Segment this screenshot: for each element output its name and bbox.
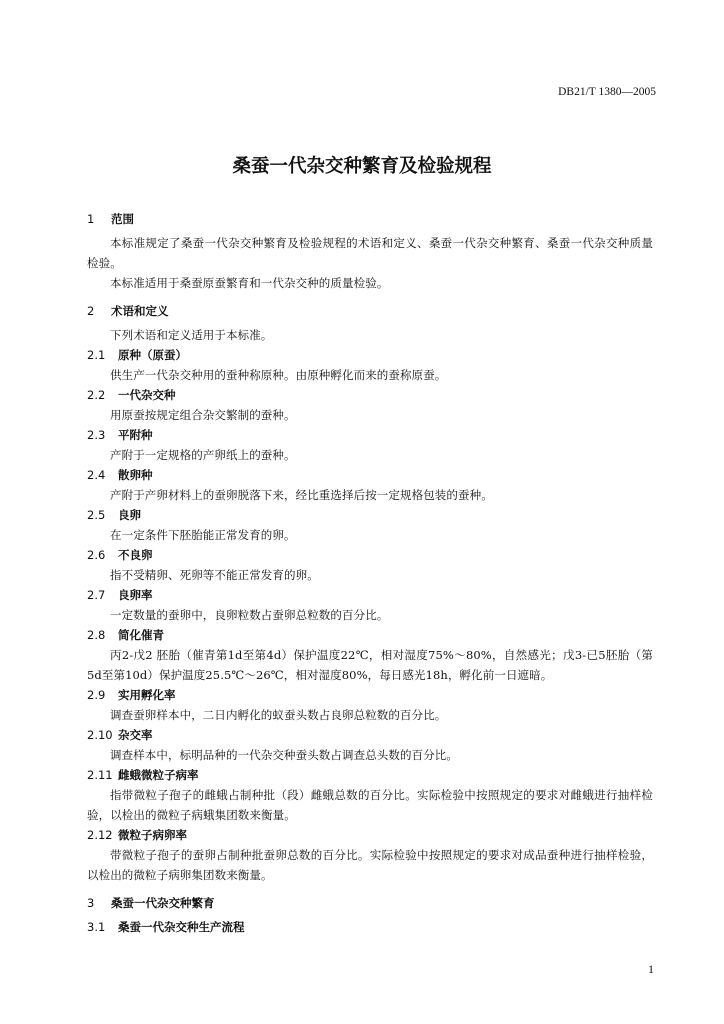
term-title: 实用孵化率 (118, 688, 176, 702)
term-number: 2.12 (87, 828, 113, 842)
section-number: 2 (87, 304, 95, 318)
term-number: 3.1 (87, 920, 106, 934)
term-title: 简化催青 (118, 628, 164, 642)
term-title: 良卵 (118, 508, 141, 522)
term-title: 桑蚕一代杂交种生产流程 (118, 920, 245, 934)
term-heading (87, 465, 653, 485)
term-number: 2.4 (87, 468, 106, 482)
document-title: 桑蚕一代杂交种繁育及检验规程 (232, 156, 492, 177)
term-heading (87, 385, 653, 405)
term-number: 2.6 (87, 548, 106, 562)
section-number: 1 (87, 212, 95, 226)
term-title: 平附种 (118, 428, 153, 442)
term-definition: 产附于产卵材料上的蚕卵脱落下来，经比重选择后按一定规格包装的蚕种。 (110, 488, 493, 502)
term-heading (87, 585, 653, 605)
term-definition: 丙2-戊2 胚胎（催青第1d至第4d）保护温度22℃，相对湿度75%～80%，自然感光；戊3-已5胚胎（第5d至第10d）保护温度25.5℃～26℃，相对湿度80%，每日感光18h，孵化前一日遮暗。 (87, 648, 653, 682)
term-definition: 在一定条件下胚胎能正常发育的卵。 (110, 528, 296, 542)
term-heading (87, 685, 653, 705)
term-title: 杂交率 (118, 728, 153, 742)
term-heading (87, 545, 653, 565)
section-heading (87, 209, 653, 229)
term-heading (87, 345, 653, 365)
standard-code: DB21/T 1380—2005 (558, 86, 656, 98)
paragraph: 本标准适用于桑蚕原蚕繁育和一代杂交种的质量检验。 (110, 276, 389, 290)
section-title: 术语和定义 (111, 304, 169, 318)
term-title: 一代杂交种 (118, 388, 176, 402)
term-number: 2.9 (87, 688, 106, 702)
section-heading (87, 301, 653, 321)
term-title: 不良卵 (118, 548, 153, 562)
term-number: 2.3 (87, 428, 106, 442)
term-title: 散卵种 (118, 468, 153, 482)
term-definition: 用原蚕按规定组合杂交繁制的蚕种。 (110, 408, 296, 422)
term-number: 2.10 (87, 728, 113, 742)
section-heading (87, 893, 653, 913)
paragraph: 本标准规定了桑蚕一代杂交种繁育及检验规程的术语和定义、桑蚕一代杂交种繁育、桑蚕一代杂交种质量检验。 (87, 236, 653, 270)
term-title: 良卵率 (118, 588, 153, 602)
page-number: 1 (648, 962, 654, 976)
term-title: 雌蛾微粒子病率 (118, 768, 199, 782)
term-definition: 一定数量的蚕卵中，良卵粒数占蚕卵总粒数的百分比。 (110, 608, 389, 622)
term-heading (87, 825, 653, 845)
section-title: 桑蚕一代杂交种繁育 (111, 896, 215, 910)
term-definition: 产附于一定规格的产卵纸上的蚕种。 (110, 448, 296, 462)
term-definition: 调查蚕卵样本中，二日内孵化的蚁蚕头数占良卵总粒数的百分比。 (110, 708, 447, 722)
term-definition: 指带微粒子孢子的雌蛾占制种批（段）雌蛾总数的百分比。实际检验中按照规定的要求对雌蛾进行抽样检验，以检出的微粒子病蛾集团数来衡量。 (87, 788, 653, 822)
term-heading (87, 505, 653, 525)
term-heading (87, 425, 653, 445)
term-number: 2.11 (87, 768, 113, 782)
term-heading (87, 725, 653, 745)
term-definition: 带微粒子孢子的蚕卵占制种批蚕卵总数的百分比。实际检验中按照规定的要求对成品蚕种进行抽样检验，以检出的微粒子病卵集团数来衡量。 (87, 848, 653, 882)
term-definition: 供生产一代杂交种用的蚕种称原种。由原种孵化而来的蚕称原蚕。 (110, 368, 447, 382)
section-number: 3 (87, 896, 95, 910)
term-definition: 指不受精卵、死卵等不能正常发育的卵。 (110, 568, 319, 582)
term-number: 2.1 (87, 348, 106, 362)
term-number: 2.8 (87, 628, 106, 642)
term-title: 微粒子病卵率 (118, 828, 187, 842)
paragraph: 下列术语和定义适用于本标准。 (110, 328, 273, 342)
term-number: 2.5 (87, 508, 106, 522)
term-heading (87, 625, 653, 645)
term-number: 2.7 (87, 588, 106, 602)
term-title: 原种（原蚕） (118, 348, 187, 362)
document-body (87, 209, 653, 937)
term-definition: 调查样本中，标明品种的一代杂交种蚕头数占调查总头数的百分比。 (110, 748, 458, 762)
term-number: 2.2 (87, 388, 106, 402)
section-title: 范围 (111, 212, 134, 226)
term-heading (87, 765, 653, 785)
term-heading (87, 917, 653, 937)
